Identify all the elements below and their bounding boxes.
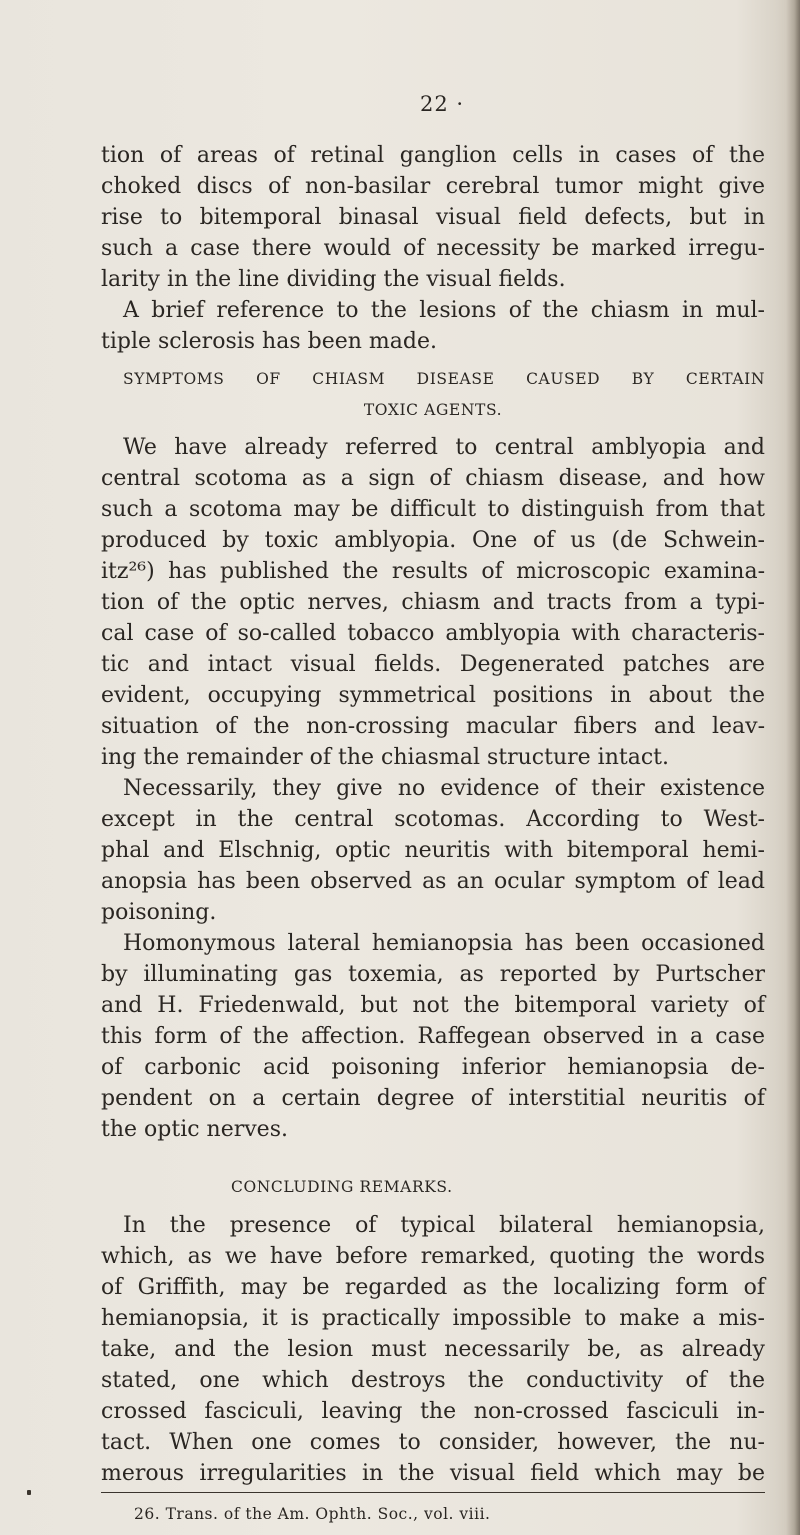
heading-line: TOXIC AGENTS. [363, 401, 503, 419]
text-line: except in the central scotomas. According to West- [101, 807, 765, 832]
page-number: 22 · [420, 92, 465, 116]
text-line: such a case there would of necessity be marked irregu- [101, 236, 765, 261]
text-line: tic and intact visual fields. Degenerated patches are [101, 652, 765, 677]
text-line: central scotoma as a sign of chiasm disease, and how [101, 466, 765, 491]
text-line: In the presence of typical bilateral hemianopsia, [123, 1213, 765, 1238]
text-line: tion of the optic nerves, chiasm and tracts from a typi- [101, 590, 765, 615]
text-line: poisoning. [101, 900, 217, 925]
section-heading-concluding [101, 1172, 765, 1203]
text-line: merous irregularities in the visual field which may be [101, 1461, 765, 1486]
text-line: ing the remainder of the chiasmal structure intact. [101, 745, 669, 770]
text-line: stated, one which destroys the conductivity of the [101, 1368, 765, 1393]
text-line: A brief reference to the lesions of the chiasm in mul- [123, 298, 765, 323]
footnote: 26. Trans. of the Am. Ophth. Soc., vol. viii. [134, 1505, 491, 1523]
text-line: itz²⁶) has published the results of microscopic examina- [101, 559, 765, 584]
text-line: tact. When one comes to consider, however, the nu- [101, 1430, 765, 1455]
text-line: tiple sclerosis has been made. [101, 329, 437, 354]
footnote-divider [101, 1492, 765, 1493]
text-line: hemianopsia, it is practically impossible to make a mis- [101, 1306, 765, 1331]
text-line: and H. Friedenwald, but not the bitemporal variety of [101, 993, 765, 1018]
text-line: Homonymous lateral hemianopsia has been occasioned [123, 931, 765, 956]
margin-mark [27, 1490, 31, 1495]
text-line: by illuminating gas toxemia, as reported by Purtscher [101, 962, 765, 987]
text-line: take, and the lesion must necessarily be, as already [101, 1337, 765, 1362]
text-line: anopsia has been observed as an ocular symptom of lead [101, 869, 765, 894]
text-line: of Griffith, may be regarded as the localizing form of [101, 1275, 765, 1300]
text-line: larity in the line dividing the visual fields. [101, 267, 566, 292]
text-line: We have already referred to central amblyopia and [123, 435, 765, 460]
heading-line: SYMPTOMS OF CHIASM DISEASE CAUSED BY CERTAIN [123, 370, 765, 388]
text-line: pendent on a certain degree of interstitial neuritis of [101, 1086, 765, 1111]
section-heading-toxic-agents [101, 364, 765, 426]
paragraph-continuation [101, 140, 765, 357]
heading-line: CONCLUDING REMARKS. [231, 1178, 453, 1196]
text-line: the optic nerves. [101, 1117, 288, 1142]
text-line: this form of the affection. Raffegean observed in a case [101, 1024, 765, 1049]
text-line: of carbonic acid poisoning inferior hemianopsia de- [101, 1055, 765, 1080]
text-line: which, as we have before remarked, quoting the words [101, 1244, 765, 1269]
page-edge-shadow [786, 0, 800, 1535]
text-line: such a scotoma may be difficult to distinguish from that [101, 497, 765, 522]
text-line: crossed fasciculi, leaving the non-crossed fasciculi in- [101, 1399, 765, 1424]
text-line: produced by toxic amblyopia. One of us (de Schwein- [101, 528, 765, 553]
text-line: rise to bitemporal binasal visual field defects, but in [101, 205, 765, 230]
text-line: Necessarily, they give no evidence of their existence [123, 776, 765, 801]
section-toxic-agents-body [101, 432, 765, 1145]
text-line: situation of the non-crossing macular fibers and leav- [101, 714, 765, 739]
text-line: evident, occupying symmetrical positions in about the [101, 683, 765, 708]
section-concluding-body [101, 1210, 765, 1489]
text-line: tion of areas of retinal ganglion cells in cases of the [101, 143, 765, 168]
text-line: cal case of so-called tobacco amblyopia with characteris- [101, 621, 765, 646]
text-line: phal and Elschnig, optic neuritis with bitemporal hemi- [101, 838, 765, 863]
text-line: choked discs of non-basilar cerebral tumor might give [101, 174, 765, 199]
